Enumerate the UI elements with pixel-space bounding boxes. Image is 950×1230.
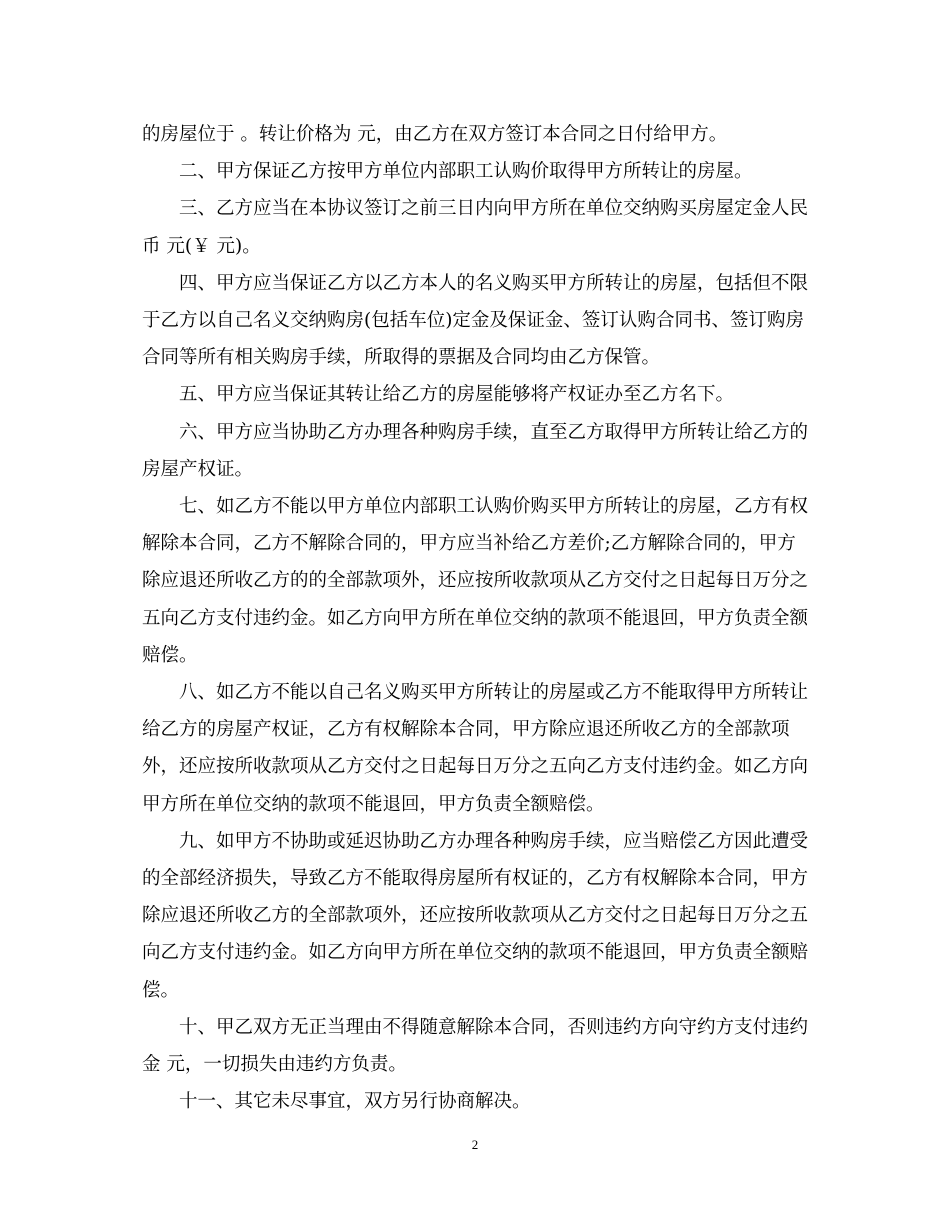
page-number: 2 xyxy=(471,1137,479,1152)
clause-11: 十一、其它未尽事宜，双方另行协商解决。 xyxy=(179,1091,531,1113)
clause-7: 七、如乙方不能以甲方单位内部职工认购价购买甲方所转让的房屋，乙方有权解除本合同，乙方不解除合同的，甲方应当补给乙方差价;乙方解除合同的，甲方除应退还所收乙方的的全部款项外，还应按所收款项从乙方交付之日起每日万分之五向乙方支付违约金。如乙方向甲方所在单位交纳的款项不能退回，甲方负责全额赔偿。 xyxy=(142,496,809,666)
clause-5: 五、甲方应当保证其转让给乙方的房屋能够将产权证办至乙方名下。 xyxy=(179,384,735,406)
clause-8: 八、如乙方不能以自己名义购买甲方所转让的房屋或乙方不能取得甲方所转让给乙方的房屋产权证，乙方有权解除本合同，甲方除应退还所收乙方的全部款项外，还应按所收款项从乙方交付之日起每日万分之五向乙方支付违约金。如乙方向甲方所在单位交纳的款项不能退回，甲方负责全额赔偿。 xyxy=(142,682,809,815)
paragraph-continuation: 的房屋位于 。转让价格为 元，由乙方在双方签订本合同之日付给甲方。 xyxy=(142,124,728,145)
clause-2: 二、甲方保证乙方按甲方单位内部职工认购价取得甲方所转让的房屋。 xyxy=(179,161,753,183)
clause-6: 六、甲方应当协助乙方办理各种购房手续，直至乙方取得甲方所转让给乙方的房屋产权证。 xyxy=(142,421,809,480)
clause-3: 三、乙方应当在本协议签订之前三日内向甲方所在单位交纳购买房屋定金人民币 元(￥ 元)。 xyxy=(142,198,809,257)
clause-4: 四、甲方应当保证乙方以乙方本人的名义购买甲方所转让的房屋，包括但不限于乙方以自己名义交纳购房(包括车位)定金及保证金、签订认购合同书、签订购房合同等所有相关购房手续，所取得的票据及合同均由乙方保管。 xyxy=(142,272,809,369)
document-body xyxy=(142,116,812,1120)
clause-9: 九、如甲方不协助或延迟协助乙方办理各种购房手续，应当赔偿乙方因此遭受的全部经济损失，导致乙方不能取得房屋所有权证的，乙方有权解除本合同，甲方除应退还所收乙方的全部款项外，还应按所收款项从乙方交付之日起每日万分之五向乙方支付违约金。如乙方向甲方所在单位交纳的款项不能退回，甲方负责全额赔偿。 xyxy=(142,830,809,1001)
clause-10: 十、甲乙双方无正当理由不得随意解除本合同，否则违约方向守约方支付违约金 元，一切损失由违约方负责。 xyxy=(142,1016,809,1076)
